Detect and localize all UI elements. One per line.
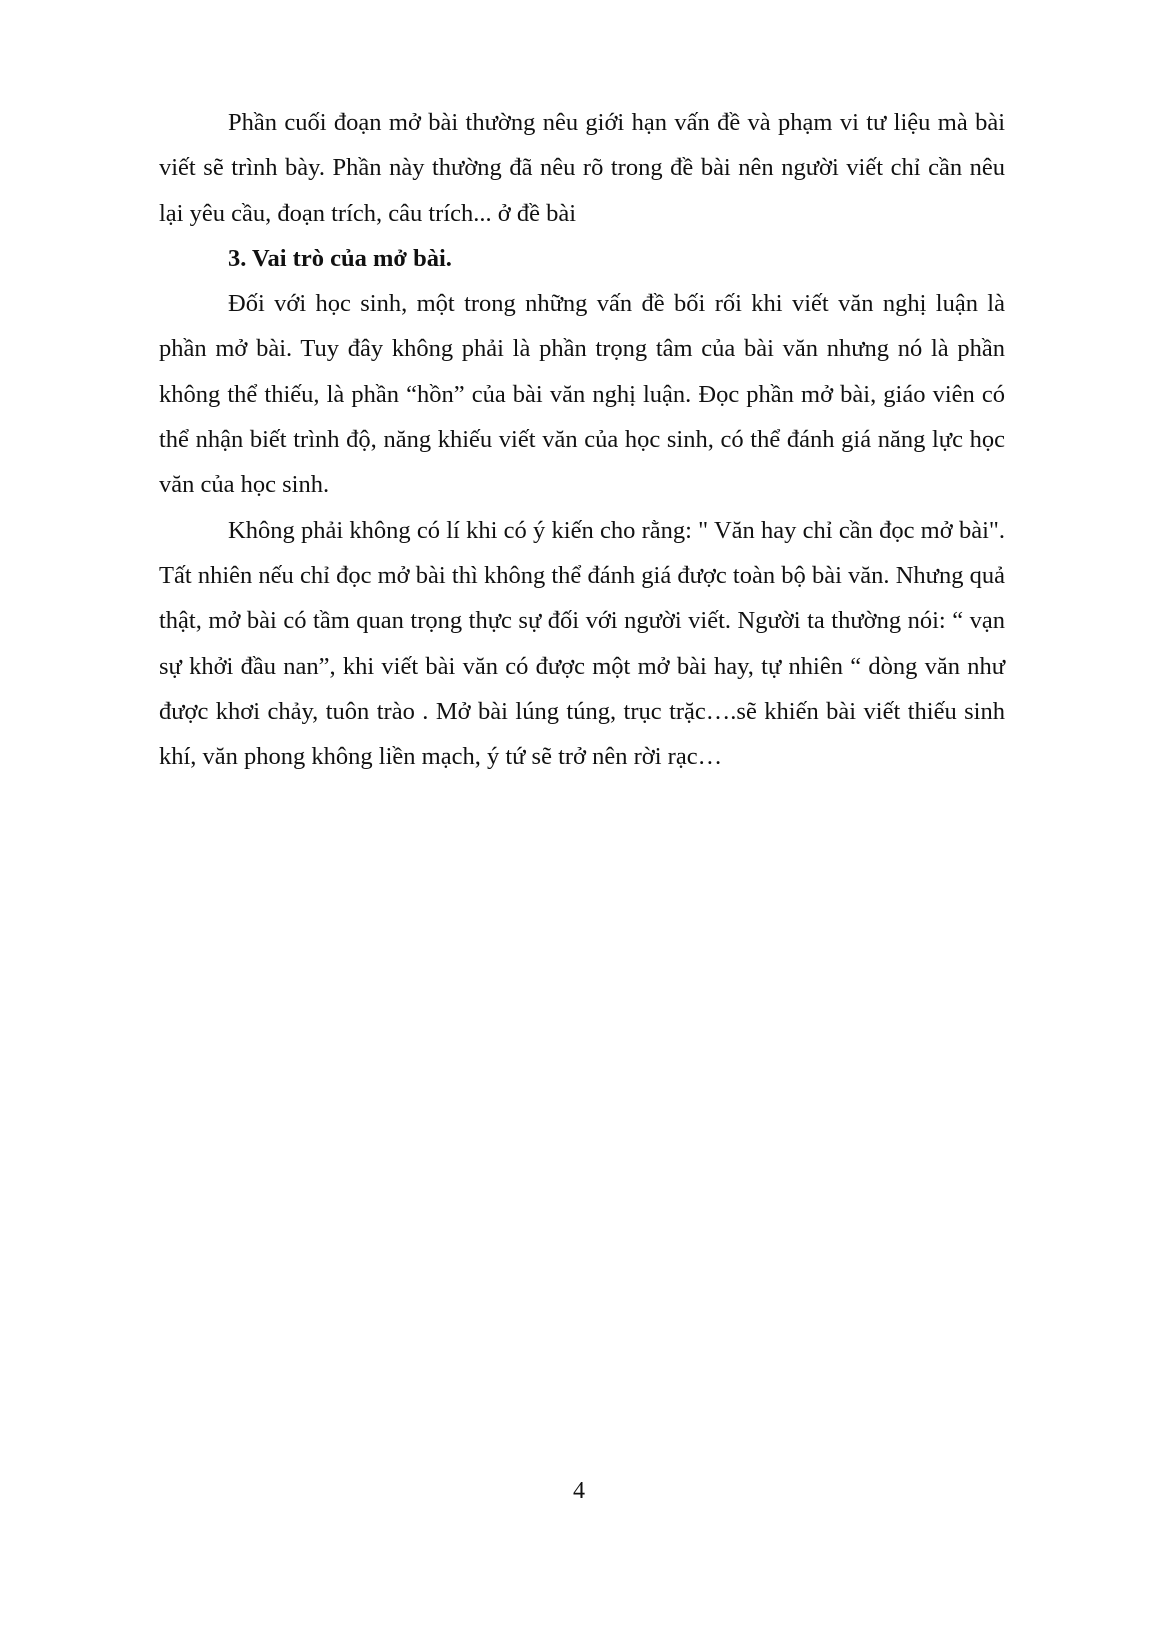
section-heading: 3. Vai trò của mở bài. — [228, 244, 452, 272]
paragraph-role-of-opening: Đối với học sinh, một trong những vấn đề bối rối khi viết văn nghị luận là phần mở bài. Tuy đây không phải là phần trọng tâm của bài văn nhưng nó là phần không thể thiếu, là phần “hồn” của bài văn nghị luận. Đọc phần mở bài, giáo viên có thể nhận biết trình độ, năng khiếu viết văn của học sinh, có thể đánh giá năng lực học văn của học sinh. — [159, 290, 1005, 499]
page-number: 4 — [573, 1478, 585, 1504]
paragraph-good-opening: Không phải không có lí khi có ý kiến cho rằng: " Văn hay chỉ cần đọc mở bài". Tất nhiên nếu chỉ đọc mở bài thì không thể đánh giá được toàn bộ bài văn. Nhưng quả thật, mở bài có tầm quan trọng thực sự đối với người viết. Người ta thường nói: “ vạn sự khởi đầu nan”, khi viết bài văn có được một mở bài hay, tự nhiên “ dòng văn như được khơi chảy, tuôn trào . Mở bài lúng túng, trục trặc….sẽ khiến bài viết thiếu sinh khí, văn phong không liền mạch, ý tứ sẽ trở nên rời rạc… — [159, 516, 1005, 771]
paragraph-intro-ending: Phần cuối đoạn mở bài thường nêu giới hạn vấn đề và phạm vi tư liệu mà bài viết sẽ trình bày. Phần này thường đã nêu rõ trong đề bài nên người viết chỉ cần nêu lại yêu cầu, đoạn trích, câu trích... ở đề bài — [159, 109, 1005, 227]
page-body — [159, 100, 1005, 779]
